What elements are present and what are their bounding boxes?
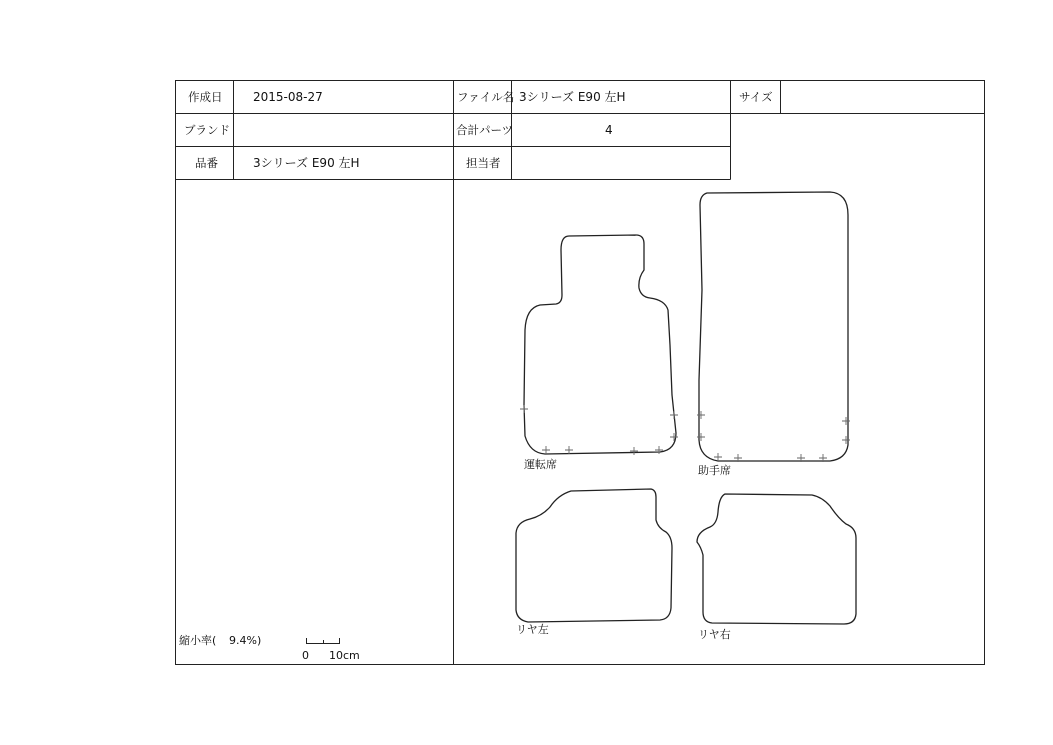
brand-label: ブランド <box>184 123 230 137</box>
driver-label: 運転席 <box>524 458 557 471</box>
rear-right-label: リヤ右 <box>698 628 731 641</box>
file-label: ファイル名 <box>457 90 515 104</box>
parts-label: 合計パーツ <box>456 123 514 137</box>
created-label: 作成日 <box>188 90 223 104</box>
rear-right-mat-outline <box>697 494 856 624</box>
product-label: 品番 <box>195 156 218 170</box>
scale-value: 9.4%) <box>229 634 262 647</box>
scale-label: 縮小率( <box>179 634 217 647</box>
scale-zero: 0 <box>302 649 309 662</box>
product-value: 3シリーズ E90 左H <box>253 156 360 170</box>
file-value: 3シリーズ E90 左H <box>519 90 626 104</box>
staff-label: 担当者 <box>466 156 501 170</box>
rear-left-mat-outline <box>516 489 672 622</box>
scale-ten: 10cm <box>329 649 360 662</box>
created-value: 2015-08-27 <box>253 90 323 104</box>
driver-mat-outline <box>524 235 676 454</box>
passenger-label: 助手席 <box>698 464 731 477</box>
rear-left-label: リヤ左 <box>516 623 549 636</box>
parts-value: 4 <box>605 123 613 137</box>
size-label: サイズ <box>739 90 773 104</box>
passenger-mat-outline <box>699 192 848 461</box>
